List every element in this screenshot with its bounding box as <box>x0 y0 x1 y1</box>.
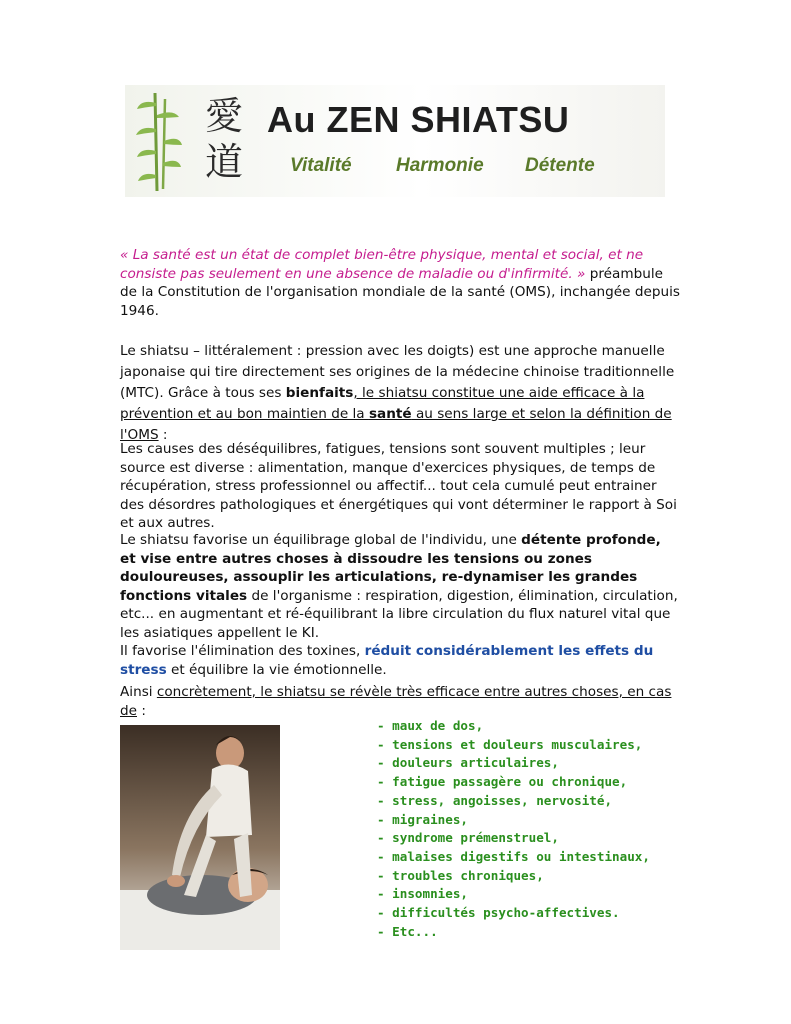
kanji-do: 道 <box>204 140 243 184</box>
list-item: - syndrome prémenstruel, <box>377 830 559 846</box>
list-item: - maux de dos, <box>377 718 484 733</box>
list-item: - fatigue passagère ou chronique, <box>377 774 628 790</box>
shiatsu-definition <box>120 341 680 446</box>
bienfaits-bold: bienfaits <box>285 385 354 401</box>
efficacy-prefix: Ainsi <box>120 684 157 700</box>
bamboo-icon <box>135 89 183 193</box>
efficacy-underline: concrètement, le shiatsu se révèle très efficace entre autres choses, en cas de <box>120 684 672 719</box>
list-item: - malaises digestifs ou intestinaux, <box>377 848 650 864</box>
benefits-intro: Le shiatsu favorise un équilibrage global de l'individu, une <box>120 532 522 548</box>
benefits-main <box>120 531 680 642</box>
tagline-harmonie: Harmonie <box>396 155 484 176</box>
list-item: - stress, angoisses, nervosité, <box>377 792 613 808</box>
toxins-line <box>120 642 680 679</box>
indications-list <box>377 717 650 941</box>
definition-text: Le shiatsu – littéralement : pression avec les doigts) est une approche manuelle japonaise qui tire directement ses origines de la médecine chinoise traditionnelle (MTC). Grâce à tous ses <box>120 343 675 401</box>
list-item: - difficultés psycho-affectives. <box>377 905 620 921</box>
toxins-text: Il favorise l'élimination des toxines, <box>120 643 365 659</box>
header-banner <box>125 85 665 197</box>
prevention-underline: , le shiatsu constitue une aide efficace à la prévention et au bon maintien de la <box>120 385 645 422</box>
list-item: - tensions et douleurs musculaires, <box>377 736 643 752</box>
tagline-detente: Détente <box>525 155 595 176</box>
benefits-paragraph <box>120 531 680 679</box>
definition-tail: : <box>158 427 168 443</box>
brand-title: Au ZEN SHIATSU <box>267 99 570 140</box>
efficacy-intro <box>120 683 680 720</box>
intro-paragraph <box>120 246 680 320</box>
list-item: - insomnies, <box>377 886 468 902</box>
oms-underline: au sens large et selon la définition de l'OMS <box>120 406 672 443</box>
kanji-calligraphy <box>199 93 249 185</box>
who-quote: « La santé est un état de complet bien-être physique, mental et social, et ne consiste pas seulement en une absence de maladie ou d'infirmité. » <box>120 247 644 282</box>
benefits-rest: de l'organisme : respiration, digestion, élimination, circulation, etc... en augmentant et ré-équilibrant la libre circulation du flux naturel vital que les asiatiques appellent le KI. <box>120 587 678 641</box>
tagline-vitalite: Vitalité <box>290 155 352 176</box>
toxins-tail: et équilibre la vie émotionnelle. <box>166 661 387 678</box>
kanji-ai: 愛 <box>204 94 243 138</box>
list-item: - migraines, <box>377 811 468 827</box>
list-item: - troubles chroniques, <box>377 867 544 883</box>
stress-highlight: réduit considérablement les effets du stress <box>120 643 654 678</box>
list-item: - Etc... <box>377 923 438 939</box>
quote-source: préambule de la Constitution de l'organisation mondiale de la santé (OMS), inchangée depuis 1946. <box>120 265 680 319</box>
efficacy-tail: : <box>137 702 146 719</box>
list-item: - douleurs articulaires, <box>377 755 559 771</box>
causes-paragraph: Les causes des déséquilibres, fatigues, tensions sont souvent multiples ; leur source est diverse : alimentation, manque d'exercices physiques, de temps de récupération, stress professionnel ou affectif... tout cela cumulé peut entrainer des désordres pathologiques et énergétiques qui vont déterminer le rapport à Soi et aux autres. <box>120 441 677 531</box>
benefits-bold: détente profonde, et vise entre autres choses à dissoudre les tensions ou zones douloureuses, assouplir les articulations, re-dynamiser les grandes fonctions vitales <box>120 532 661 604</box>
sante-bold: santé <box>368 406 412 422</box>
shiatsu-photo <box>120 725 280 950</box>
